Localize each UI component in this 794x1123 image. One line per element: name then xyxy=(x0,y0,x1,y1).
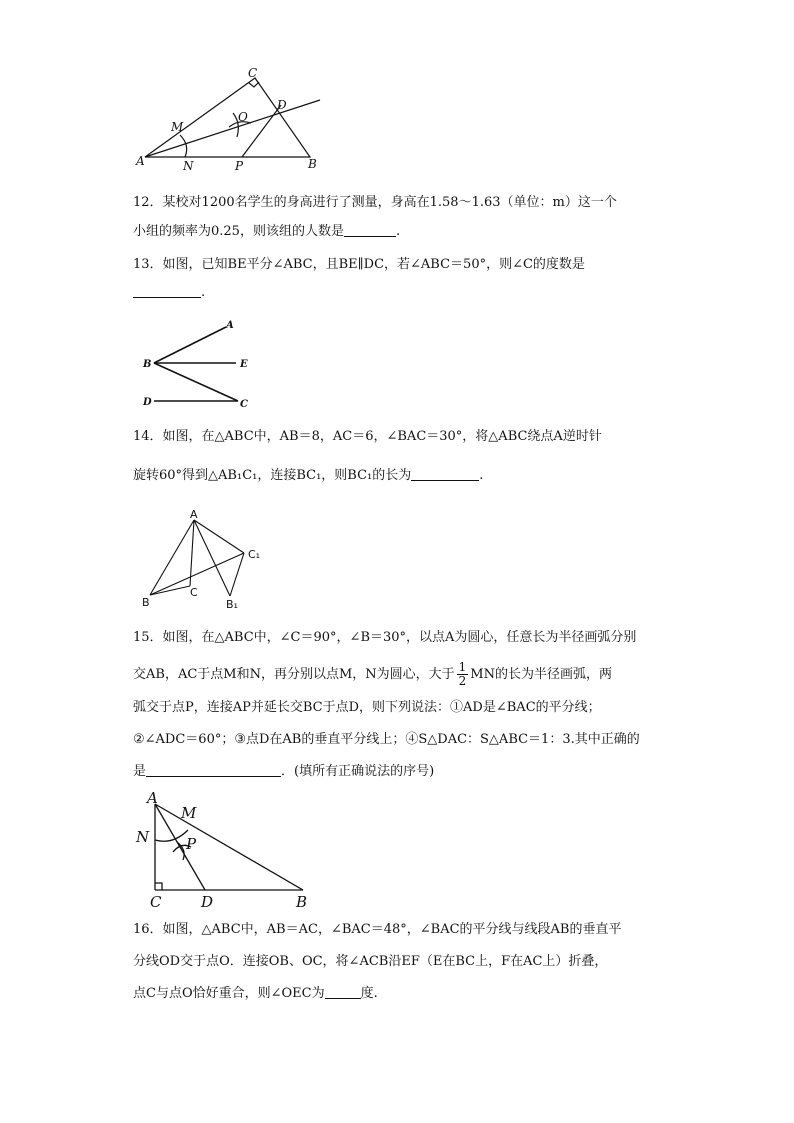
label-b: B xyxy=(142,596,150,609)
label-b1: B₁ xyxy=(226,598,238,611)
label-c1: C₁ xyxy=(248,548,261,561)
answer-blank-15[interactable] xyxy=(146,763,281,777)
q15-line-3: 弧交于点P，连接AP并延长交BC于点D，则下列说法：①AD是∠BAC的平分线； xyxy=(133,700,601,715)
figure-q11 xyxy=(135,65,330,175)
label-a: A xyxy=(147,789,158,807)
figure-q13 xyxy=(140,318,260,413)
question-13: 13．如图，已知BE平分∠ABC，且BE∥DC，若∠ABC＝50°，则∠C的度数是 . xyxy=(133,255,663,303)
q12-line-2: 小组的频率为0.25，则该组的人数是 xyxy=(133,224,344,239)
question-15: 15．如图，在△ABC中，∠C＝90°，∠B＝30°，以点A为圆心，任意长为半径画弧分别 交AB，AC于点M和N，再分别以点M，N为圆心，大于 $\frac{1}{2}$ MN的长为半径画弧，两 弧交于点P，连接AP并延长交BC于点D，则下列说法：①AD是∠BAC的平分线； ②∠ADC＝60°；③点D在AB的垂直平分线上；④S△DAC：S△ABC＝1：3.其中正确的 是 ．(填所有正确说法的序号) xyxy=(133,628,663,782)
label-m: M xyxy=(171,120,184,134)
figure-q15 xyxy=(133,790,318,910)
label-c: C xyxy=(190,586,198,599)
label-d: D xyxy=(201,893,214,911)
answer-blank-16[interactable] xyxy=(325,985,361,999)
question-12: 12．某校对1200名学生的身高进行了测量，身高在1.58～1.63（单位：m）这一个 小组的频率为0.25，则该组的人数是 . xyxy=(133,193,663,242)
label-a: A xyxy=(136,154,145,168)
answer-blank-14[interactable] xyxy=(411,467,479,481)
question-16: 16．如图，△ABC中，AB＝AC，∠BAC＝48°，∠BAC的平分线与线段AB的垂直平 分线OD交于点O．连接OB、OC，将∠ACB沿EF（E在BC上，F在AC上）折叠， 点C与点O恰好重合，则∠OEC为 度. xyxy=(133,920,663,1004)
answer-blank-12[interactable] xyxy=(344,223,396,237)
label-e: E xyxy=(240,359,248,370)
label-m: M xyxy=(181,804,197,822)
q14-line-2: 旋转60°得到△AB₁C₁，连接BC₁，则BC₁的长为 xyxy=(133,468,412,483)
label-a: A xyxy=(226,320,234,331)
figure-q14 xyxy=(140,510,270,615)
q15-line-2b: MN的长为半径画弧，两 xyxy=(470,667,612,682)
q15-line-4: ②∠ADC＝60°；③点D在AB的垂直平分线上；④S△DAC：S△ABC＝1：3.其中正确的 xyxy=(133,732,640,747)
label-c: C xyxy=(150,893,162,911)
label-d: D xyxy=(143,397,152,408)
fraction-one-half: $\frac{1}{2}$ xyxy=(458,660,467,688)
label-o: O xyxy=(238,110,248,124)
label-a: A xyxy=(190,508,198,521)
label-b: B xyxy=(143,359,152,370)
q13-line-1: 13．如图，已知BE平分∠ABC，且BE∥DC，若∠ABC＝50°，则∠C的度数是 xyxy=(133,257,585,272)
q14-line-1: 14．如图，在△ABC中，AB＝8，AC＝6，∠BAC＝30°，将△ABC绕点A逆时针 xyxy=(133,429,602,444)
q12-line-1: 12．某校对1200名学生的身高进行了测量，身高在1.58～1.63（单位：m）这一个 xyxy=(133,195,617,210)
label-b: B xyxy=(296,893,308,911)
q15-line-2a: 交AB，AC于点M和N，再分别以点M，N为圆心，大于 xyxy=(133,667,455,682)
label-d: D xyxy=(277,98,287,112)
label-n: N xyxy=(183,159,194,173)
q16-line-3: 点C与点O恰好重合，则∠OEC为 xyxy=(133,986,325,1001)
q16-line-2: 分线OD交于点O．连接OB、OC，将∠ACB沿EF（E在BC上，F在AC上）折叠， xyxy=(133,954,608,969)
q16-line-1: 16．如图，△ABC中，AB＝AC，∠BAC＝48°，∠BAC的平分线与线段AB的垂直平 xyxy=(133,922,622,937)
label-c: C xyxy=(240,399,248,410)
label-p: P xyxy=(235,159,244,173)
q15-line-1: 15．如图，在△ABC中，∠C＝90°，∠B＝30°，以点A为圆心，任意长为半径画弧分别 xyxy=(133,630,637,645)
label-b: B xyxy=(308,157,317,171)
answer-blank-13[interactable] xyxy=(133,284,201,298)
question-14: 14．如图，在△ABC中，AB＝8，AC＝6，∠BAC＝30°，将△ABC绕点A逆时针 旋转60°得到△AB₁C₁，连接BC₁，则BC₁的长为 . xyxy=(133,427,663,486)
label-c: C xyxy=(248,66,258,80)
label-p: P xyxy=(186,835,197,853)
label-n: N xyxy=(136,828,150,846)
